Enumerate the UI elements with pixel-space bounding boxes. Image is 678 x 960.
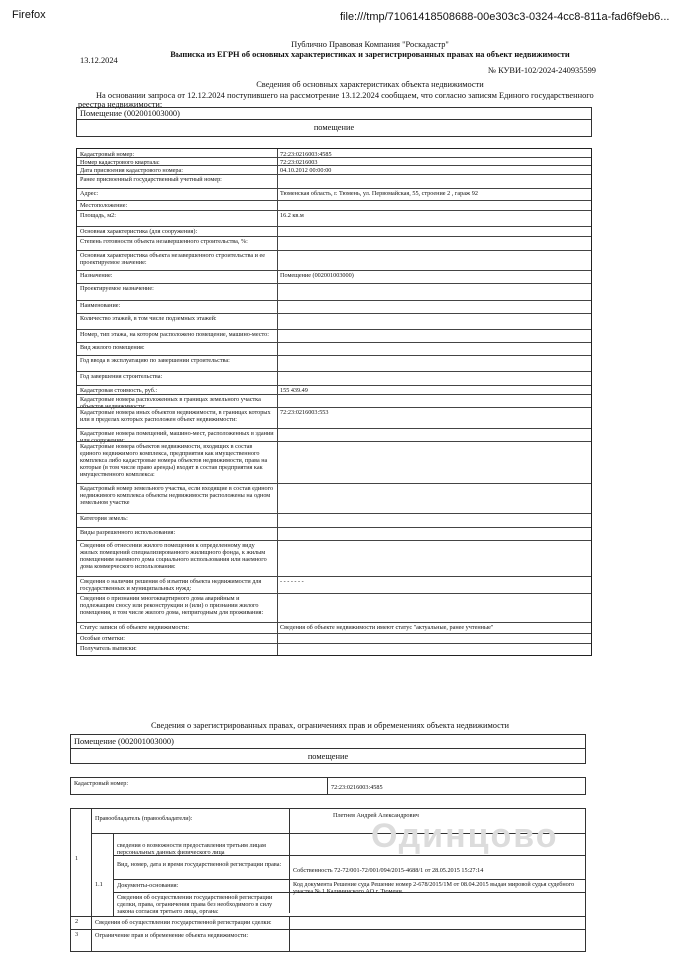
row-value: 72:23:0216003	[280, 159, 318, 166]
deals-label: Сведения об осуществлении государственной регистрации сделки:	[95, 919, 272, 926]
row-label: Основная характеристика (для сооружения):	[80, 228, 198, 235]
registration-value: Собственность 72-72/001-72/001/094/2015-4688/1 от 28.05.2015 15:27:14	[293, 867, 484, 874]
rights-table	[70, 808, 586, 952]
row-label: Кадастровые номера иных объектов недвижимости, в границах которых или в пределах которых расположен объект недвижимости:	[80, 409, 271, 423]
rights-object-type-box	[70, 734, 586, 764]
document-title: Выписка из ЕГРН об основных характеристиках и зарегистрированных правах на объект недвижимости	[170, 50, 570, 59]
characteristics-table	[76, 148, 592, 656]
row-label: Сведения о признании многоквартирного дома аварийным и подлежащим сносу или реконструкции и (или) о признании жилого помещения, в том числе жилого дома, непригодным для проживания:	[80, 595, 264, 616]
rights-row-number-2: 2	[75, 918, 79, 925]
row-value: 155 439.49	[280, 387, 308, 394]
row-label: Номер, тип этажа, на котором расположено помещение, машино-место:	[80, 331, 269, 338]
object-type-short: помещение	[313, 123, 355, 132]
registration-label: Вид, номер, дата и время государственной регистрации права:	[117, 861, 282, 868]
row-label: Сведения о наличии решения об изъятии объекта недвижимости для государственных и муниципальных нужд:	[80, 578, 262, 592]
row-label: Основная характеристика объекта незавершенного строительства и ее проектируемое значение:	[80, 252, 265, 266]
intro-line-1: На основании запроса от 12.12.2024 поступившего на рассмотрение 13.12.2024 сообщаем, что согласно записям Единого государственного	[96, 91, 594, 100]
row-label: Номер кадастрового квартала:	[80, 159, 160, 166]
watermark-stamp: Одинцово	[371, 817, 559, 855]
third-party-consent-label: Сведения об осуществлении государственной регистрации сделки, права, ограничения права без необходимого в силу закона согласия третьего лица, органа:	[117, 894, 273, 915]
row-label: Виды разрешенного использования:	[80, 529, 176, 536]
row-value: 16.2 кв.м	[280, 212, 304, 219]
row-label: Количество этажей, в том числе подземных этажей:	[80, 315, 217, 322]
row-label: Год ввода в эксплуатацию по завершении строительства:	[80, 357, 230, 364]
row-value: 72:23:0216003:4585	[280, 151, 332, 158]
row-label: Ранее присвоенный государственный учетный номер:	[80, 176, 222, 183]
restrictions-label: Ограничение прав и обременение объекта недвижимости:	[95, 932, 249, 939]
file-url: file:///tmp/71061418508688-00e303c3-0324-4cc8-811a-fad6f9eb6...	[340, 11, 670, 23]
row-label: Кадастровые номера помещений, машино-мест, расположенных в здании или сооружении:	[80, 430, 274, 444]
row-label: Получатель выписки:	[80, 645, 137, 652]
rights-object-type-full: Помещение (002001003000)	[74, 737, 174, 746]
row-label: Кадастровые номера расположенных в границах земельного участка объектов недвижимости:	[80, 396, 261, 410]
documents-value: Код документа Решение суда Решение номер 2-678/2015/1М от 08.04.2015 выдан мировой судья судебного участка № 1 Калининского АО г. Тюмени.	[293, 881, 575, 895]
row-label: Год завершения строительства:	[80, 373, 163, 380]
browser-app-name: Firefox	[12, 9, 46, 21]
object-type-box	[76, 107, 592, 137]
row-label: Адрес:	[80, 190, 99, 197]
row-label: Вид жилого помещения:	[80, 344, 145, 351]
document-date: 13.12.2024	[80, 56, 118, 65]
row-label: Площадь, м2:	[80, 212, 116, 219]
row-value: 04.10.2012 00:00:00	[280, 167, 332, 174]
org-name: Публично Правовая Компания "Роскадастр"	[291, 40, 449, 49]
rights-object-type-short: помещение	[307, 752, 349, 761]
row-value: - - - - - - -	[280, 578, 304, 585]
row-label: Сведения об отнесении жилого помещения к определенному виду жилых помещений специализированного жилищного фонда, к жилым помещениям наемного дома социального использования или наемного дома коммерческого использования:	[80, 542, 267, 570]
row-value: Тюменская область, г. Тюмень, ул. Первомайская, 55, строение 2 , гараж 92	[280, 190, 478, 197]
row-value: Сведения об объекте недвижимости имеют статус "актуальные, ранее учтенные"	[280, 624, 494, 631]
row-label: Особые отметки:	[80, 635, 126, 642]
row-value: Помещение (002001003000)	[280, 272, 354, 279]
rights-row-number-1: 1	[75, 855, 79, 862]
row-value: 72:23:0216003:553	[280, 409, 329, 416]
row-label: Местоположение:	[80, 202, 128, 209]
rights-cadastral-row	[70, 777, 586, 795]
row-label: Степень готовности объекта незавершенного строительства, %:	[80, 238, 248, 245]
consent-label: сведения о возможности предоставления третьим лицам персональных данных физического лица	[117, 842, 266, 856]
document-number: № КУВИ-102/2024-240935599	[488, 66, 596, 75]
row-label: Кадастровый номер земельного участка, если входящие в состав единого недвижимого комплекса объекты недвижимости расположены на одном земельном участке	[80, 485, 274, 506]
holder-label: Правообладатель (правообладатели):	[95, 815, 193, 822]
holder-value: Плетнев Андрей Александрович	[333, 812, 419, 819]
row-label: Статус записи об объекте недвижимости:	[80, 624, 190, 631]
row-label: Назначение:	[80, 272, 113, 279]
rights-section-title: Сведения о зарегистрированных правах, ограничениях прав и обременениях объекта недвижимости	[150, 721, 510, 730]
row-label: Наименование:	[80, 302, 121, 309]
row-label: Проектируемое назначение:	[80, 285, 154, 292]
rights-cadastral-value: 72:23:0216003:4585	[331, 784, 383, 791]
rights-row-number-3: 3	[75, 931, 79, 938]
row-label: Кадастровая стоимость, руб.:	[80, 387, 158, 394]
row-label: Кадастровые номера объектов недвижимости, входящих в состав единого недвижимого комплекса, предприятия как имущественного комплекса либо кадастровые номера объектов недвижимости, права на которые (в том числе право аренды) входят в состав предприятия как имущественного комплекса:	[80, 443, 268, 478]
documents-label: Документы-основания:	[117, 882, 179, 889]
rights-cadastral-label: Кадастровый номер:	[74, 780, 129, 787]
section-title: Сведения об основных характеристиках объекта недвижимости	[256, 80, 484, 89]
row-label: Кадастровый номер:	[80, 151, 135, 158]
row-label: Дата присвоения кадастрового номера:	[80, 167, 183, 174]
rights-row-number-1-1: 1.1	[95, 881, 103, 888]
row-label: Категория земель:	[80, 515, 128, 522]
object-type-full: Помещение (002001003000)	[80, 109, 180, 118]
intro-line-2: реестра недвижимости:	[78, 100, 163, 109]
